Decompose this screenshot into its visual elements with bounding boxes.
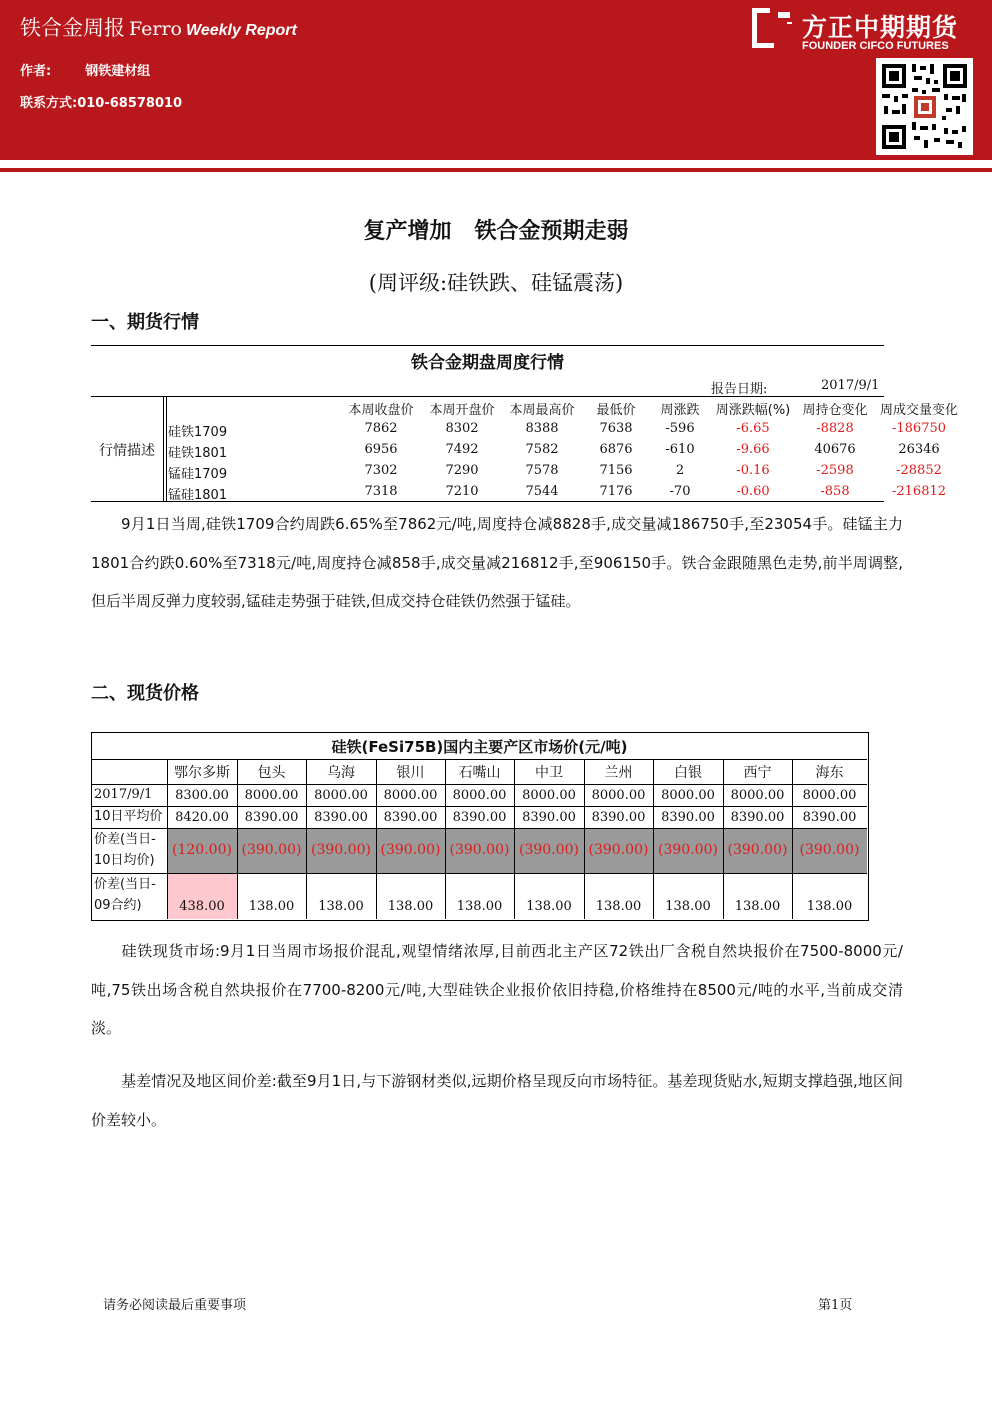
table-cell: 8000.00 (522, 788, 576, 803)
column-header: 最低价 (596, 403, 636, 418)
table-cell: -858 (820, 484, 850, 499)
logo-text-en: FOUNDER CIFCO FUTURES (802, 40, 949, 52)
table-cell: 138.00 (665, 899, 711, 914)
table-cell: 138.00 (734, 899, 781, 914)
table-divider (163, 397, 164, 501)
column-header: 周涨跌 (660, 403, 700, 418)
table-cell: 8000.00 (383, 788, 438, 803)
table-cell: 8390.00 (661, 810, 715, 825)
section-heading-futures: 一、期货行情 (91, 312, 199, 333)
table-cell: 8000.00 (661, 788, 715, 803)
table-rule (445, 759, 446, 919)
report-date-value: 2017/9/1 (821, 378, 880, 393)
table-cell: 8390.00 (802, 810, 857, 825)
table-cell: -70 (669, 484, 691, 499)
table-cell: 8000.00 (802, 788, 857, 803)
table-cell: 7210 (445, 484, 479, 499)
table-cell: 138.00 (526, 899, 572, 914)
table-rule (792, 759, 793, 919)
column-header: 本周最高价 (509, 403, 575, 418)
table-cell: -186750 (891, 421, 947, 436)
table-cell: -0.16 (736, 463, 770, 478)
table-cell: 7318 (364, 484, 398, 499)
page-subtitle: (周评级:硅铁跌、硅锰震荡) (368, 271, 624, 295)
report-title-en1: Ferro (129, 18, 182, 40)
table-cell: 138.00 (806, 899, 853, 914)
table-cell: 7156 (599, 463, 633, 478)
table-cell: -216812 (891, 484, 947, 499)
page-number: 第1页 (818, 1298, 853, 1313)
table-cell: 40676 (814, 442, 856, 457)
table-cell: 8302 (445, 421, 479, 436)
table-cell: 6956 (364, 442, 398, 457)
row-contract-name: 锰硅1801 (168, 488, 228, 503)
table-cell: (390.00) (449, 842, 510, 858)
table-cell: -28852 (896, 463, 942, 478)
row-contract-name: 锰硅1709 (168, 467, 228, 482)
region-header: 包头 (257, 765, 286, 781)
table-rule (92, 784, 867, 785)
report-title (20, 12, 297, 42)
table-cell: (390.00) (727, 842, 788, 858)
row-contract-name: 硅铁1801 (168, 446, 228, 461)
table-cell: (390.00) (380, 842, 441, 858)
column-header: 周持仓变化 (802, 403, 868, 418)
region-header: 海东 (815, 765, 844, 781)
table-rule (376, 759, 377, 919)
author-line (20, 60, 150, 79)
table-cell: -9.66 (736, 442, 770, 457)
table-cell: (390.00) (588, 842, 649, 858)
paragraph-spot-market (91, 932, 903, 1048)
table-cell: 438.00 (179, 899, 225, 914)
table-cell: 8390.00 (383, 810, 438, 825)
table-cell: 7578 (525, 463, 559, 478)
row-label: 10日平均价 (94, 809, 163, 824)
table-cell: -6.65 (736, 421, 770, 436)
footer-disclaimer: 请务必阅读最后重要事项 (103, 1298, 247, 1313)
logo-text-cn: 方正中期期货 (802, 13, 959, 42)
region-header: 石嘴山 (458, 765, 501, 781)
table-cell: 7638 (599, 421, 633, 436)
table-cell: 8000.00 (244, 788, 299, 803)
company-logo (752, 6, 982, 56)
qr-code (876, 58, 973, 155)
logo-mark-icon (752, 8, 792, 48)
column-header: 本周收盘价 (348, 403, 414, 418)
table-cell: 8000.00 (730, 788, 785, 803)
spot-price-table (91, 732, 869, 921)
table-cell: 8390.00 (522, 810, 576, 825)
table-cell: 138.00 (456, 899, 503, 914)
row-label: 价差(当日- (94, 877, 156, 892)
table-cell: 6876 (599, 442, 633, 457)
paragraph-futures-text: 9月1日当周,硅铁1709合约周跌6.65%至7862元/吨,周度持仓减8828手,成交量减186750手,至23054手。硅锰主力1801合约跌0.60%至7318元/吨,周度持仓减858手,成交量减216812手,至906150手。铁合金跟随黑色走势,前半周调整,但后半周反弹力度较弱,锰硅走势强于硅铁,但成交持仓硅铁仍然强于锰硅。 (91, 515, 903, 610)
row-header-label: 行情描述 (99, 443, 155, 459)
region-header: 鄂尔多斯 (174, 765, 230, 781)
row-label: 09合约) (94, 898, 142, 913)
table-cell: 8390.00 (452, 810, 507, 825)
contact-label: 联系方式: (20, 96, 78, 111)
column-header: 本周开盘价 (429, 403, 495, 418)
table-rule (514, 759, 515, 919)
table-cell: 8000.00 (314, 788, 368, 803)
banner-gap (0, 160, 992, 168)
page-title: 复产增加 铁合金预期走弱 (363, 219, 629, 244)
futures-table (91, 345, 958, 503)
table-cell: 7862 (364, 421, 398, 436)
table-rule (92, 806, 867, 807)
region-header: 银川 (396, 765, 425, 781)
table-cell: 8300.00 (175, 788, 229, 803)
table-cell: 8390.00 (591, 810, 646, 825)
table-cell: (390.00) (311, 842, 371, 858)
report-date (91, 378, 884, 396)
author-label: 作者: (20, 64, 52, 79)
table-rule (237, 759, 238, 919)
contact-value: 010-68578010 (77, 96, 183, 111)
table-cell: (390.00) (241, 842, 302, 858)
futures-table-grid (91, 396, 958, 503)
spot-table-caption: 硅铁(FeSi75B)国内主要产区市场价(元/吨) (92, 733, 867, 760)
contact-line (20, 92, 182, 111)
table-cell: 8420.00 (175, 810, 229, 825)
author-value: 钢铁建材组 (85, 64, 151, 79)
table-rule (723, 759, 724, 919)
table-cell: 138.00 (318, 899, 364, 914)
table-cell: 138.00 (387, 899, 434, 914)
table-cell: 138.00 (248, 899, 295, 914)
table-rule (653, 759, 654, 919)
table-cell: 26346 (898, 442, 940, 457)
table-cell: (390.00) (658, 842, 718, 858)
table-cell: 8000.00 (452, 788, 507, 803)
table-cell: (390.00) (799, 842, 860, 858)
table-cell: 7176 (599, 484, 633, 499)
paragraph-spot-text: 硅铁现货市场:9月1日当周市场报价混乱,观望情绪浓厚,目前西北主产区72铁出厂含税自然块报价在7500-8000元/吨,75铁出场含税自然块报价在7700-8200元/吨,大型硅铁企业报价依旧持稳,价格维持在8500元/吨的水平,当前成交清淡。 (91, 942, 903, 1037)
paragraph-basis (91, 1062, 903, 1139)
table-cell: -8828 (816, 421, 854, 436)
table-cell: 8388 (525, 421, 559, 436)
region-header: 乌海 (327, 765, 355, 781)
table-cell: 8000.00 (591, 788, 646, 803)
column-header: 周涨跌幅(%) (715, 403, 791, 418)
table-cell: 7290 (445, 463, 479, 478)
table-rule (92, 828, 867, 829)
qr-code-icon (876, 58, 973, 155)
table-cell: 7582 (525, 442, 559, 457)
section-heading-spot: 二、现货价格 (91, 683, 199, 704)
row-contract-name: 硅铁1709 (168, 425, 228, 440)
region-header: 西宁 (743, 765, 772, 781)
paragraph-basis-text: 基差情况及地区间价差:截至9月1日,与下游钢材类似,远期价格呈现反向市场特征。基差现货贴水,短期支撑趋强,地区间价差较小。 (91, 1072, 903, 1129)
table-cell: 7302 (364, 463, 398, 478)
row-label: 2017/9/1 (94, 787, 153, 802)
table-cell: 8390.00 (730, 810, 785, 825)
futures-table-caption: 铁合金期盘周度行情 (411, 353, 564, 373)
report-title-en2: Weekly Report (186, 22, 297, 39)
table-cell: -610 (665, 442, 695, 457)
paragraph-futures-summary (91, 505, 903, 621)
table-cell: 7544 (525, 484, 559, 499)
table-rule (92, 873, 867, 874)
table-cell: 7492 (445, 442, 479, 457)
table-cell: 8390.00 (244, 810, 299, 825)
table-cell: (120.00) (172, 842, 232, 858)
report-date-label: 报告日期: (711, 382, 768, 397)
table-divider (166, 397, 167, 501)
table-rule (584, 759, 585, 919)
row-label: 10日均价) (94, 853, 155, 868)
region-header: 中卫 (535, 765, 563, 781)
table-cell: -596 (665, 421, 695, 436)
table-cell: 2 (675, 463, 685, 478)
row-label: 价差(当日- (94, 832, 156, 847)
table-rule (306, 759, 307, 919)
table-cell: 8390.00 (314, 810, 368, 825)
banner-rule (0, 168, 992, 172)
table-cell: 138.00 (595, 899, 642, 914)
table-rule (167, 759, 168, 919)
table-cell: -2598 (816, 463, 854, 478)
region-header: 白银 (674, 765, 702, 781)
header-banner (0, 0, 992, 160)
table-cell: (390.00) (519, 842, 579, 858)
report-title-cn: 铁合金周报 (20, 16, 125, 40)
region-header: 兰州 (604, 765, 633, 781)
table-cell: -0.60 (736, 484, 770, 499)
column-header: 周成交量变化 (879, 403, 958, 418)
